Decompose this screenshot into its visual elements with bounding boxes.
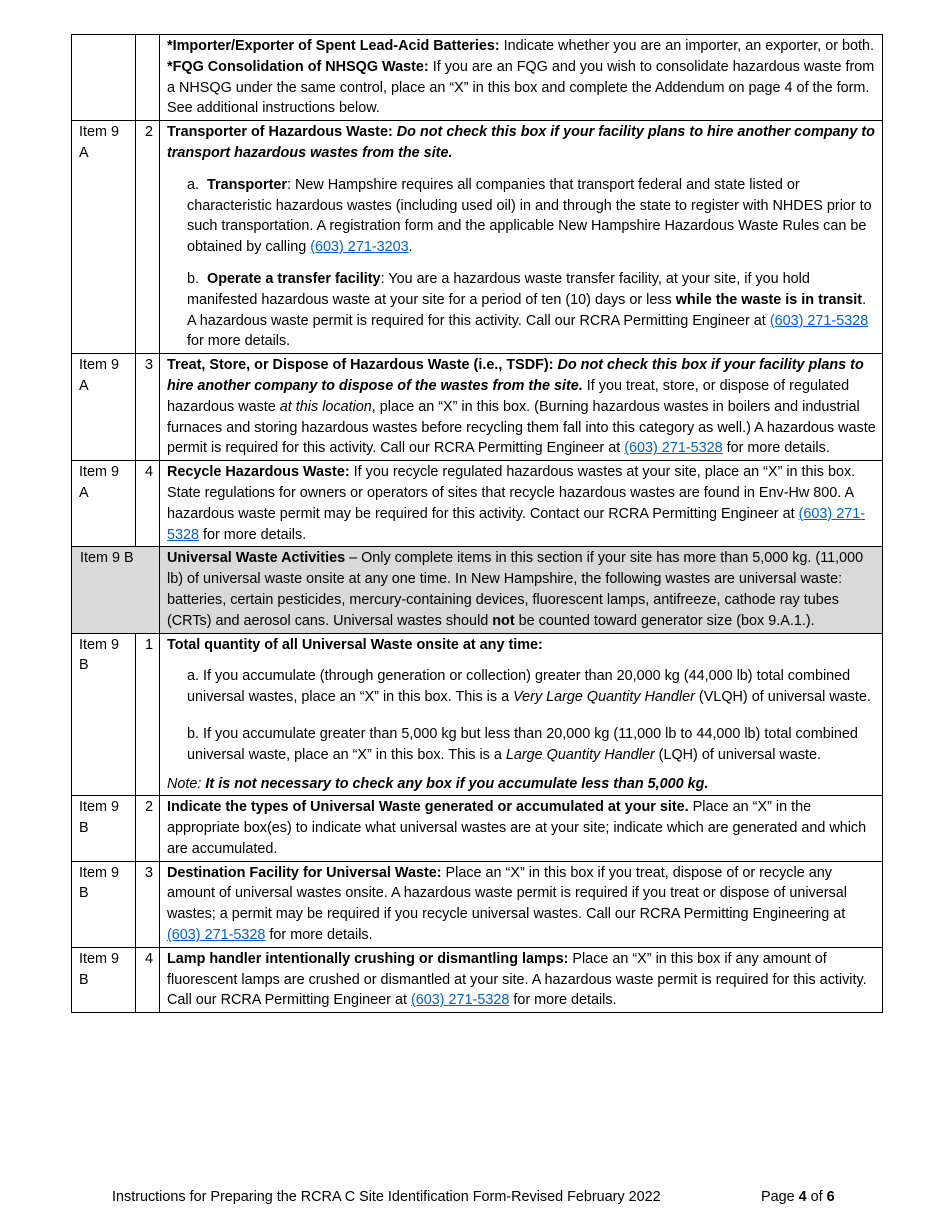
transporter-label: Transporter: [207, 176, 287, 193]
row-title-note: Do not check this box if your facility plans to hire another company to transport hazardous wastes from the site.: [167, 124, 875, 161]
table-row: [72, 354, 883, 461]
number-cell: 3: [136, 861, 160, 947]
phone-link[interactable]: (603) 271-5328: [769, 312, 869, 329]
item-cell: Item 9 B: [72, 861, 136, 947]
instructions-table: [71, 34, 883, 1013]
item-cell: Item 9 B: [72, 633, 136, 796]
number-cell: 1: [136, 633, 160, 796]
note: [167, 774, 878, 795]
description-cell: [160, 121, 883, 354]
transporter-text: : New Hampshire requires all companies that transport federal and state listed or characteristic hazardous wastes (including used oil) in and through the state to register with NHDES prior to such transportation. A registration form and the applicable New Hampshire Hazardous Waste Rules can be obtained by calling: [187, 176, 872, 256]
phone-link[interactable]: (603) 271-5328: [167, 927, 266, 944]
item-cell: Item 9 A: [72, 461, 136, 547]
vlqh-paragraph: a. If you accumulate (through generation or collection) greater than 20,000 kg (44,000 lb) total combined universal wastes, place an “X” in this box. This is a Very Large Quantity Handler (VLQH) of universal waste.: [187, 668, 871, 706]
item-cell: Item 9 B: [72, 947, 136, 1012]
row-heading: [167, 122, 878, 164]
item-cell: Item 9 B: [72, 547, 160, 633]
item-cell: Item 9 B: [72, 796, 136, 861]
description-cell: [160, 35, 883, 121]
importer-paragraph: [167, 36, 878, 57]
phone-link[interactable]: (603) 271-3203: [310, 239, 409, 256]
number-cell: [136, 35, 160, 121]
description-cell: Treat, Store, or Dispose of Hazardous Waste (i.e., TSDF): Do not check this box if your facility plans to hire another company to dispose of the wastes from the site. If you treat, store, or dispose of regulated hazardous waste at this location, place an “X” in this box. (Burning hazardous wastes in boilers and industrial furnaces and storing hazardous wastes before recycling them fall into this category as well.) A hazardous waste permit is required for this activity. Call our RCRA Permitting Engineer at (603) 271-5328 for more details.: [160, 354, 883, 461]
fqg-title: *FQG Consolidation of NHSQG Waste:: [167, 58, 429, 75]
description-cell: Destination Facility for Universal Waste: Place an “X” in this box if you treat, dispose of or recycle any amount of universal wastes onsite. A hazardous waste permit is required if you treat or dispose of universal wastes; a permit may be required if you recycle universal wastes. Call our RCRA Permitting Engineering at (603) 271-5328 for more details.: [160, 861, 883, 947]
page-footer: [112, 1187, 835, 1208]
description-cell: Universal Waste Activities – Only complete items in this section if your site has more than 5,000 kg. (11,000 lb) of universal waste onsite at any one time. In New Hampshire, the following wastes are universal waste: batteries, certain pesticides, mercury-containing devices, fluorescent lamps, antifreeze, cathode ray tubes (CRTs) and aerosol cans. Universal wastes should not be counted toward generator size (box 9.A.1.).: [160, 547, 883, 633]
transfer-label: Operate a transfer facility: [207, 270, 381, 287]
table-row: [72, 947, 883, 1012]
row-title: Transporter of Hazardous Waste:: [167, 124, 393, 141]
section-header-row: [72, 547, 883, 633]
fqg-paragraph: [167, 57, 878, 119]
lqh-paragraph: b. If you accumulate greater than 5,000 kg but less than 20,000 kg (11,000 lb to 44,000 lb) total combined universal waste, place an “X” in this box. This is a Large Quantity Handler (LQH) of universal waste.: [187, 725, 858, 763]
number-cell: 2: [136, 121, 160, 354]
description-cell: Lamp handler intentionally crushing or dismantling lamps: Place an “X” in this box if any amount of fluorescent lamps are crushed or dismantled at your site. A hazardous waste permit is required for this activity. Call our RCRA Permitting Engineer at (603) 271-5328 for more details.: [160, 947, 883, 1012]
row-title: Indicate the types of Universal Waste generated or accumulated at your site.: [167, 799, 689, 816]
footer-title: Instructions for Preparing the RCRA C Site Identification Form-Revised February 2022: [112, 1189, 661, 1205]
item-cell: Item 9 A: [72, 121, 136, 354]
importer-title: *Importer/Exporter of Spent Lead-Acid Batteries:: [167, 38, 500, 54]
importer-text: Indicate whether you are an importer, an exporter, or both.: [499, 38, 875, 54]
item-cell: Item 9 A: [72, 354, 136, 461]
row-title: Lamp handler intentionally crushing or dismantling lamps:: [167, 950, 569, 967]
fqg-text: If you are an FQG and you wish to consolidate hazardous waste from a NHSQG under the same control, place an “X” in this box and complete the Addendum on page 4 of the form. See additional instructions below.: [167, 58, 875, 117]
description-cell: Indicate the types of Universal Waste generated or accumulated at your site. Place an “X” in the appropriate box(es) to indicate what universal wastes are at your site; indicate which are generated and which are accumulated.: [160, 796, 883, 861]
number-cell: 4: [136, 947, 160, 1012]
phone-link[interactable]: (603) 271-5328: [624, 440, 723, 457]
row-title: Recycle Hazardous Waste:: [167, 464, 350, 481]
table-row: [72, 35, 883, 121]
row-title: Total quantity of all Universal Waste onsite at any time:: [167, 636, 543, 653]
item-cell: [72, 35, 136, 121]
row-title: Destination Facility for Universal Waste:: [167, 864, 442, 881]
table-row: [72, 121, 883, 354]
description-cell: Recycle Hazardous Waste: If you recycle regulated hazardous wastes at your site, place an “X” in this box. State regulations for owners or operators of sites that recycle hazardous wastes are found in Env-Hw 800. A hazardous waste permit may be required for this activity. Contact our RCRA Permitting Engineer at (603) 271-5328 for more details.: [160, 461, 883, 547]
transfer-facility-paragraph: b. Operate a transfer facility: You are a hazardous waste transfer facility, at your site, if you hold manifested hazardous waste at your site for a period of ten (10) days or less while the waste is in transit. A hazardous waste permit is required for this activity. Call our RCRA Permitting Engineer at (603) 271-5328 for more details.: [187, 270, 869, 350]
transporter-paragraph: a. Transporter: New Hampshire requires all companies that transport federal and state listed or characteristic hazardous wastes (including used oil) in and through the state to register with NHDES prior to such transportation. A registration form and the applicable New Hampshire Hazardous Waste Rules can be obtained by calling (603) 271-3203.: [187, 176, 872, 256]
page-number: Page 4 of 6: [761, 1189, 835, 1205]
table-row: [72, 633, 883, 796]
number-cell: 4: [136, 461, 160, 547]
section-title: Universal Waste Activities: [167, 550, 346, 567]
transfer-text: : You are a hazardous waste transfer facility, at your site, if you hold manifested hazardous waste at your site for a period of ten (10) days or less: [187, 270, 810, 308]
row-title: Treat, Store, or Dispose of Hazardous Waste (i.e., TSDF):: [167, 357, 554, 374]
description-cell: [160, 633, 883, 796]
note-label: Note:: [167, 775, 202, 792]
phone-link[interactable]: (603) 271-5328: [410, 992, 510, 1009]
number-cell: 2: [136, 796, 160, 861]
table-row: [72, 796, 883, 861]
row-title-note: Do not check this box if your facility plans to hire another company to dispose of the wastes from the site.: [167, 357, 864, 394]
phone-link[interactable]: (603) 271-5328: [167, 505, 866, 543]
table-row: [72, 861, 883, 947]
note-text: It is not necessary to check any box if you accumulate less than 5,000 kg.: [205, 775, 709, 792]
number-cell: 3: [136, 354, 160, 461]
table-row: [72, 461, 883, 547]
